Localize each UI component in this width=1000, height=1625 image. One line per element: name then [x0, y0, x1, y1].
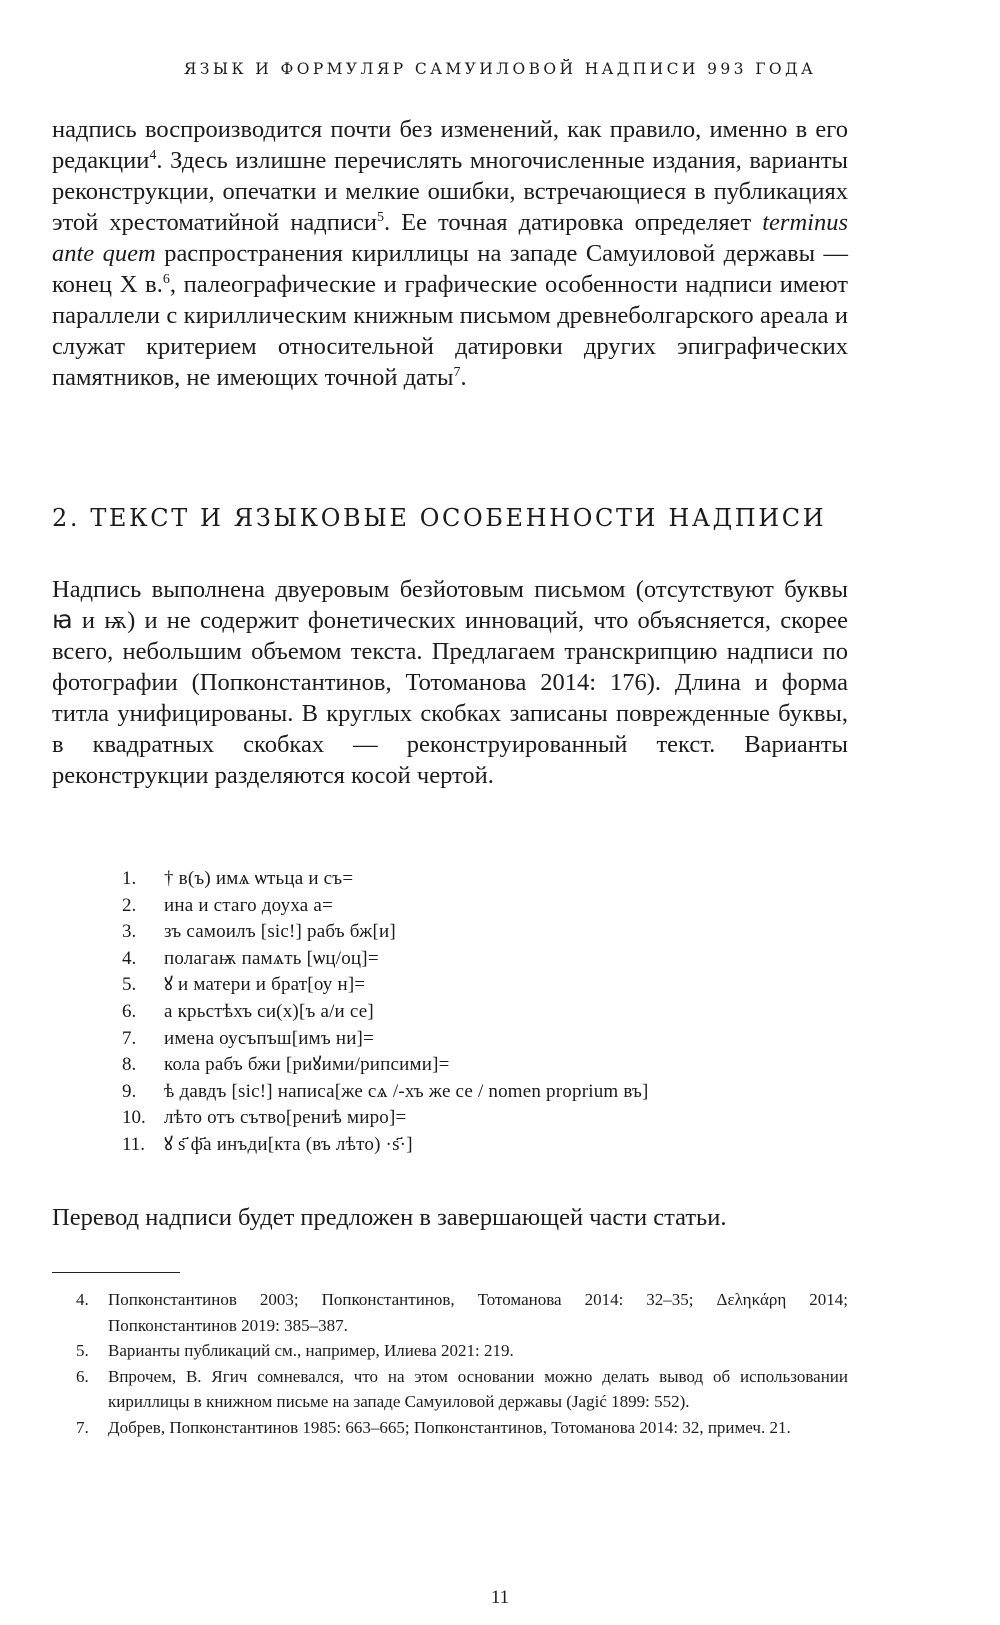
line-number: 10.	[122, 1107, 146, 1129]
line-text: ѣ давдъ [sic!] написа[же сѧ /-хъ же се / nomen proprium въ]	[164, 1080, 649, 1102]
line-text: а крьстѣхъ си(х)[ъ а/и се]	[164, 1000, 374, 1022]
footnote-text: Варианты публикаций см., например, Илиева 2021: 219.	[108, 1341, 514, 1360]
line-text: ина и стаго доуха а=	[164, 894, 333, 916]
footnote	[76, 1415, 848, 1441]
line-number: 9.	[122, 1080, 137, 1102]
footnote-ref-6[interactable]: 6	[162, 271, 170, 287]
footnote	[76, 1364, 848, 1415]
section-paragraph: Надпись выполнена двуеровым безйотовым письмом (отсутствуют буквы ꙗ и ѭ) и не содержит фонетических инноваций, что объясняется, скорее всего, небольшим объемом текста. Предлагаем транскрипцию надписи по фотографии (Попконстантинов, Тотоманова 2014: 176). Длина и форма титла унифицированы. В круглых скобках записаны поврежденные буквы, в квадратных скобках — реконструированный текст. Варианты реконструкции разделяются косой чертой.	[52, 576, 848, 789]
latin-term: terminus ante quem	[52, 209, 848, 267]
footnote-number: 4.	[76, 1290, 89, 1309]
inscription-line	[122, 999, 842, 1026]
inscription-line	[122, 1132, 842, 1159]
footnote-text: Попконстантинов 2003; Попконстантинов, Тотоманова 2014: 32–35; Δεληκάρη 2014; Попконстантинов 2019: 385–387.	[108, 1290, 848, 1335]
line-number: 7.	[122, 1027, 137, 1049]
inscription-line	[122, 1105, 842, 1132]
line-number: 5.	[122, 974, 137, 996]
intro-text-4: распространения кириллицы на западе Самуиловой державы — конец X в.	[52, 240, 848, 298]
inscription-line	[122, 866, 842, 893]
page-number: 11	[490, 1587, 510, 1608]
section-heading: 2. ТЕКСТ И ЯЗЫКОВЫЕ ОСОБЕННОСТИ НАДПИСИ	[52, 504, 827, 532]
intro-text-3: . Ее точная датировка определяет	[383, 209, 763, 236]
intro-text-1: надпись воспроизводится почти без изменений, как правило, именно в его редакции	[52, 116, 848, 174]
inscription-line	[122, 1052, 842, 1079]
line-number: 2.	[122, 894, 137, 916]
footnotes	[76, 1287, 848, 1440]
footnote-divider	[52, 1272, 180, 1273]
footnote	[76, 1338, 848, 1364]
line-text: зъ самоилъ [sic!] рабъ бж[и]	[164, 921, 396, 943]
footnote-ref-7[interactable]: 7	[453, 364, 461, 380]
translation-note: Перевод надписи будет предложен в завершающей части статьи.	[52, 1204, 727, 1231]
line-text: лѣто отъ сътво[рениѣ миро]=	[164, 1107, 407, 1129]
running-head: ЯЗЫК И ФОРМУЛЯР САМУИЛОВОЙ НАДПИСИ 993 ГОДА	[183, 60, 817, 78]
line-text: ꙋ ѕ҃ ф҃а инъди[кта (въ лѣто) ·ѕ҃·]	[164, 1133, 413, 1155]
footnote-ref-4[interactable]: 4	[149, 147, 157, 163]
footnote-text: Впрочем, В. Ягич сомневался, что на этом основании можно делать вывод об использовании кириллицы в книжном письме на западе Самуиловой державы (Jagić 1899: 552).	[108, 1366, 848, 1411]
line-number: 8.	[122, 1054, 137, 1076]
footnote-text: Добрев, Попконстантинов 1985: 663–665; Попконстантинов, Тотоманова 2014: 32, примеч. 21.	[108, 1417, 791, 1437]
line-number: 4.	[122, 947, 137, 969]
intro-text-2: . Здесь излишне перечислять многочисленные издания, варианты реконструкции, опечатки и мелкие ошибки, встречающиеся в публикациях этой хрестоматийной надписи	[52, 147, 848, 236]
intro-paragraph	[52, 114, 848, 393]
inscription-line	[122, 1079, 842, 1106]
footnote-number: 6.	[76, 1366, 89, 1386]
footnote	[76, 1287, 848, 1338]
inscription-transcription	[122, 866, 842, 1159]
inscription-line	[122, 893, 842, 920]
inscription-line	[122, 972, 842, 999]
intro-text-6: .	[460, 364, 467, 391]
footnote-number: 7.	[76, 1417, 89, 1437]
line-number: 1.	[122, 868, 137, 889]
line-text: † в(ъ) имѧ ѡтьца и съ=	[164, 868, 354, 889]
intro-text-5: , палеографические и графические особенности надписи имеют параллели с кириллическим книжным письмом древнеболгарского ареала и служат критерием относительной датировки других эпиграфических памятников, не имеющих точной даты	[52, 271, 848, 391]
line-number: 6.	[122, 1000, 137, 1022]
footnote-ref-5[interactable]: 5	[376, 209, 384, 225]
line-number: 11.	[122, 1133, 146, 1155]
line-text: имена оусъпъш[имъ ни]=	[164, 1027, 375, 1049]
inscription-line	[122, 919, 842, 946]
line-text: кола рабъ бжи [риꙋими/рипсими]=	[164, 1054, 450, 1076]
line-number: 3.	[122, 921, 137, 943]
inscription-line	[122, 1026, 842, 1053]
line-text: полагаѭ памѧть [ѡц/оц]=	[164, 947, 379, 969]
footnote-number: 5.	[76, 1341, 89, 1360]
inscription-line	[122, 946, 842, 973]
line-text: ꙋ и матери и брат[оу н]=	[164, 974, 366, 996]
